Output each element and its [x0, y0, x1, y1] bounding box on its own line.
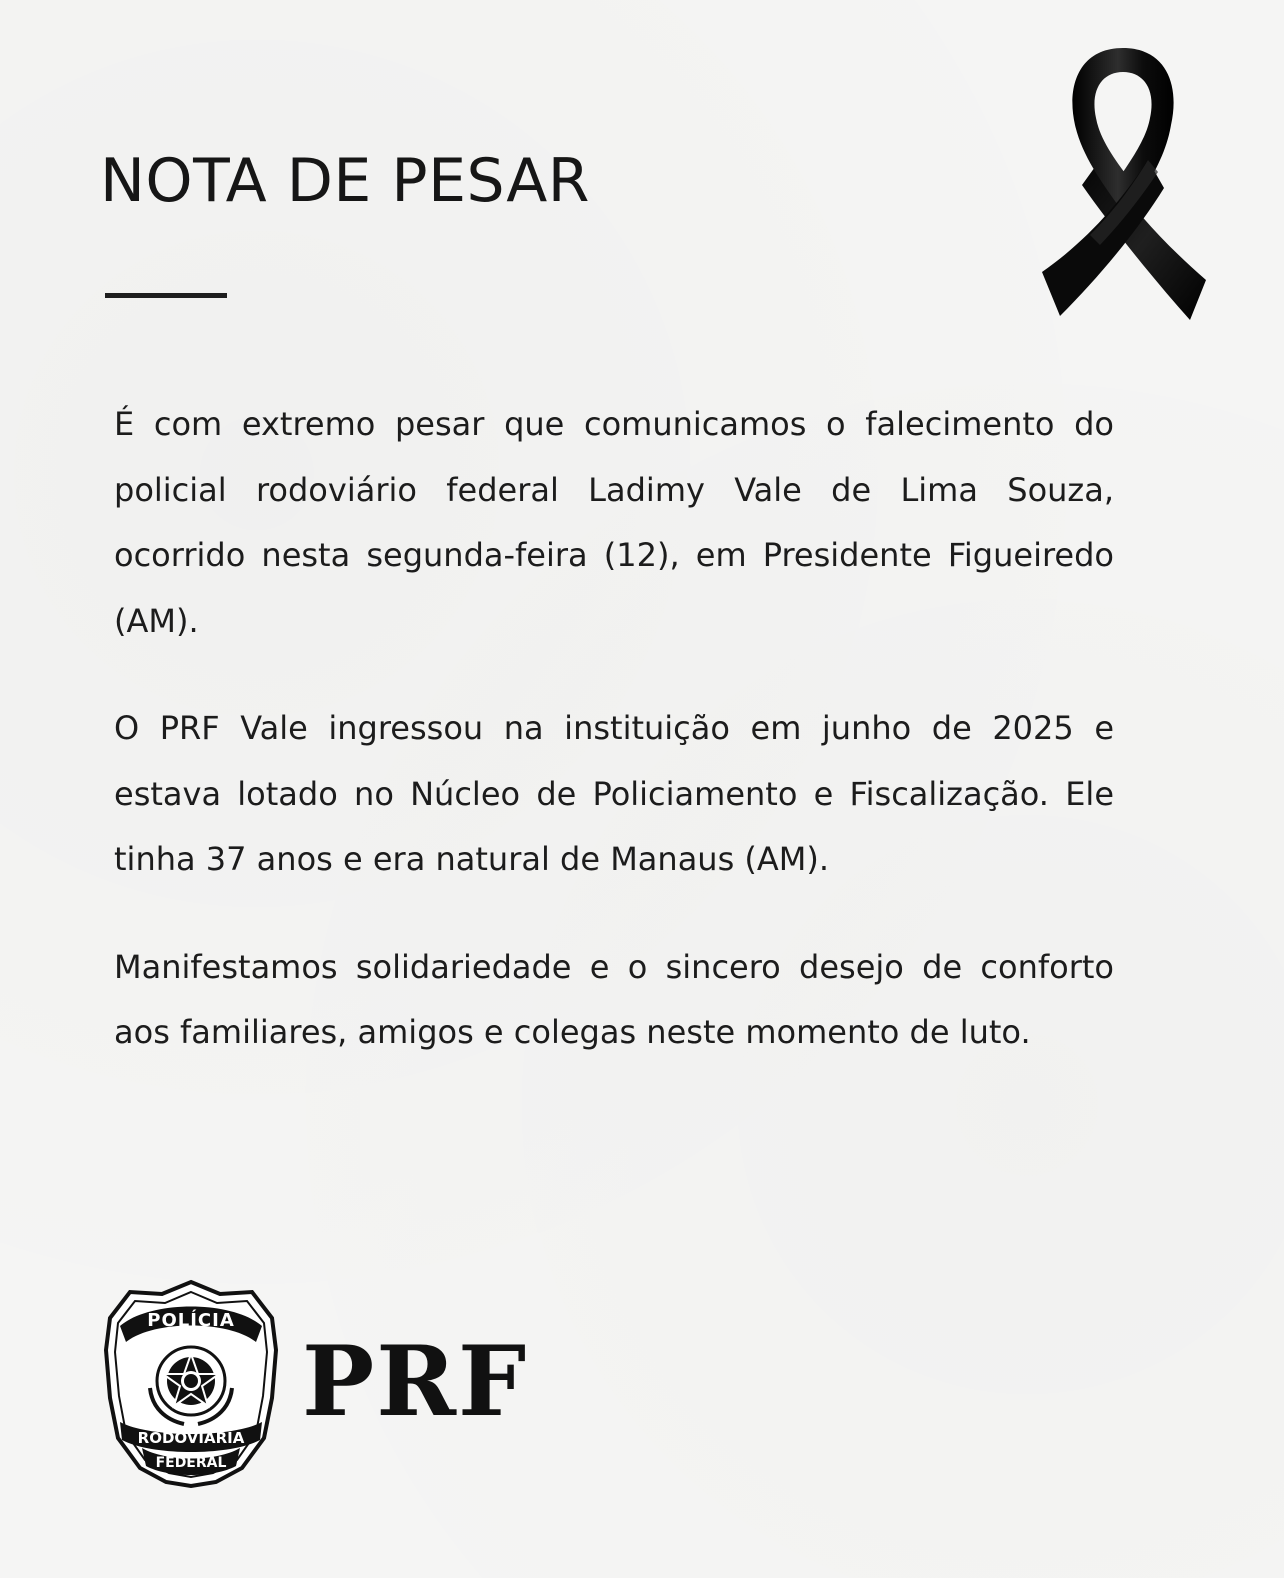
badge-top-text: POLÍCIA: [147, 1310, 235, 1331]
page-title: NOTA DE PESAR: [100, 146, 590, 216]
badge-bottom-text-1: RODOVIÁRIA: [137, 1429, 245, 1447]
message-body: [114, 392, 1114, 1108]
prf-badge-icon: [100, 1278, 282, 1488]
mourning-ribbon-icon: [1030, 40, 1216, 330]
prf-wordmark: PRF: [302, 1325, 529, 1438]
title-divider: [105, 293, 227, 298]
message-paragraph-3: Manifestamos solidariedade e o sincero desejo de conforto aos familiares, amigos e colegas neste momento de luto.: [114, 947, 1114, 1051]
badge-bottom-text-2: FEDERAL: [155, 1455, 227, 1471]
message-paragraph-2: O PRF Vale ingressou na instituição em junho de 2025 e estava lotado no Núcleo de Policiamento e Fiscalização. Ele tinha 37 anos e era natural de Manaus (AM).: [114, 709, 1114, 878]
message-paragraph-1: É com extremo pesar que comunicamos o falecimento do policial rodoviário federal Ladimy Vale de Lima Souza, ocorrido nesta segunda-feira (12), em Presidente Figueiredo (AM).: [114, 405, 1114, 640]
